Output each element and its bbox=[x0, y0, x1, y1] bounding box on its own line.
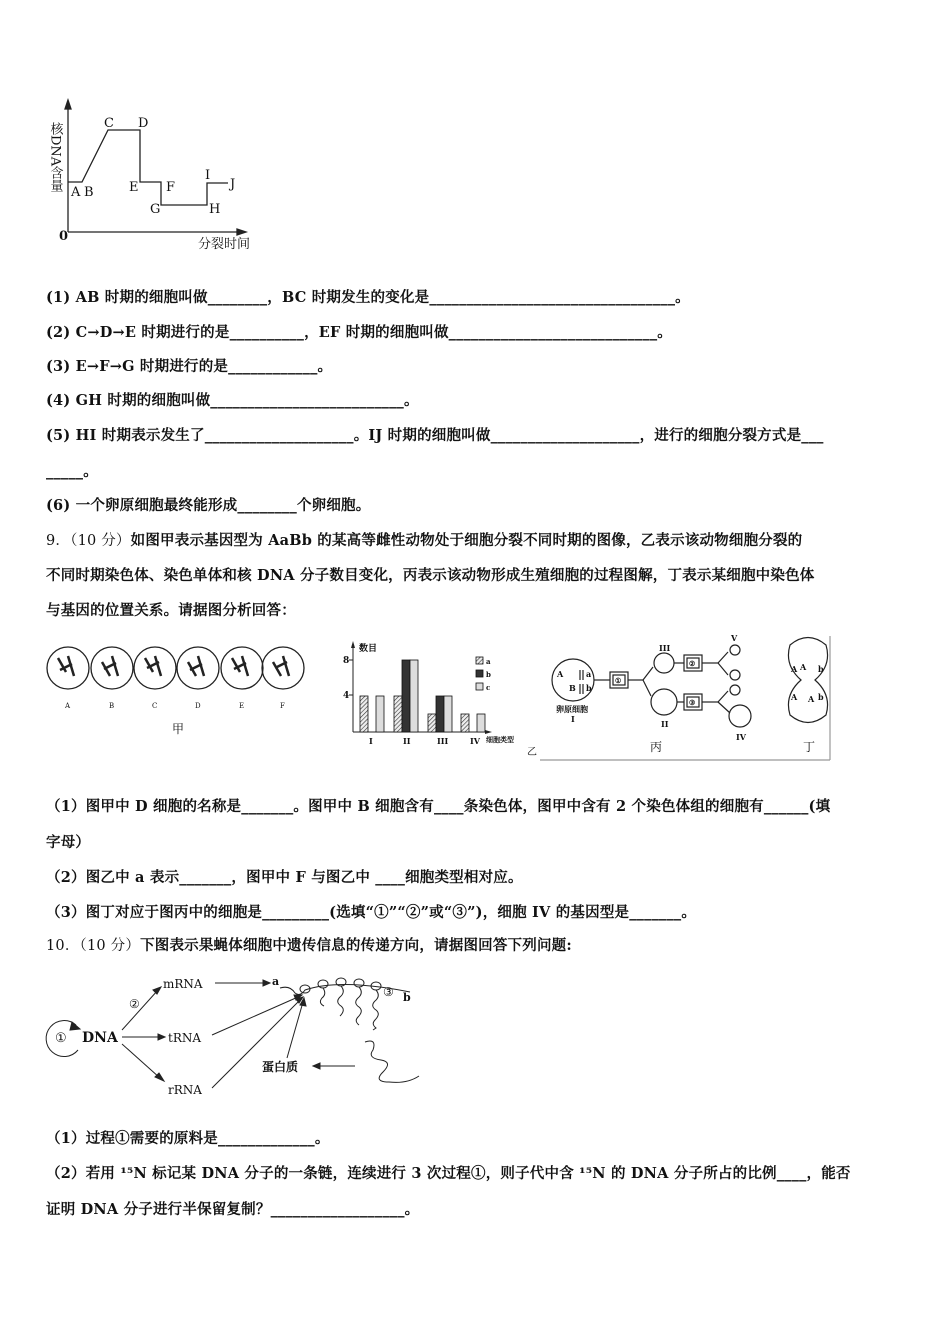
x-tick-label: I bbox=[369, 736, 373, 746]
figure-yi-chart bbox=[343, 641, 514, 746]
q9-number: 9．（10 分） bbox=[46, 533, 131, 549]
y-axis-arrow-icon bbox=[351, 641, 355, 648]
q8-line-5: (5) HI 时期表示发生了____________________。IJ 时期的细胞叫做____________________，进行的细胞分裂方式是___ bbox=[46, 427, 824, 444]
point-label: D bbox=[138, 116, 149, 131]
cell-iv-circle bbox=[729, 705, 751, 727]
process-3-label: ③ bbox=[383, 985, 394, 999]
cell-A-circle bbox=[47, 647, 89, 689]
bar-c-IV bbox=[477, 714, 485, 732]
figure-yi-title: 乙 bbox=[527, 747, 537, 758]
bar-a-I bbox=[360, 696, 368, 732]
legend-label: a bbox=[486, 657, 491, 666]
mrna-label: mRNA bbox=[163, 977, 203, 991]
q8-line-4: (4) GH 时期的细胞叫做__________________________。 bbox=[46, 392, 419, 409]
cell-label: A bbox=[65, 702, 71, 710]
rrna-label: rRNA bbox=[168, 1083, 202, 1097]
protein-label: 蛋白质 bbox=[262, 1060, 299, 1074]
step-label: ③ bbox=[689, 698, 696, 707]
chromosome-mark bbox=[232, 656, 248, 676]
polar-body-circle bbox=[730, 645, 740, 655]
q8-line-2: (2) C→D→E 时期进行的是__________，EF 时期的细胞叫做____________________________。 bbox=[46, 324, 672, 341]
cell-B-circle bbox=[91, 647, 133, 689]
q10-stem-line bbox=[46, 934, 572, 955]
chromosome-mark bbox=[102, 656, 118, 676]
chromosome-mark bbox=[145, 656, 161, 676]
point-label: E bbox=[129, 180, 139, 195]
bar-c-III bbox=[444, 696, 452, 732]
gene-label: b bbox=[586, 683, 592, 693]
gene-label: A bbox=[808, 694, 815, 704]
y-tick-label: 8 bbox=[343, 656, 350, 666]
process-1-label: ① bbox=[55, 1031, 67, 1046]
graph-point-labels bbox=[70, 116, 235, 217]
x-tick-label: III bbox=[437, 736, 449, 746]
q9-question-2: （2）图乙中 a 表示_______，图甲中 F 与图乙中 ____细胞类型相对应。 bbox=[46, 869, 523, 886]
cell-label: D bbox=[195, 702, 201, 710]
cell-label: III bbox=[659, 643, 671, 653]
cell-iii-circle bbox=[654, 653, 674, 673]
chromosome-mark bbox=[273, 656, 289, 676]
q8-line-3: (3) E→F→G 时期进行的是____________。 bbox=[46, 358, 333, 375]
cell-i-circle bbox=[552, 659, 594, 701]
x-tick-label: IV bbox=[470, 736, 480, 746]
q10-question-2: （2）若用 ¹⁵N 标记某 DNA 分子的一条链，连续进行 3 次过程①，则子代中含 ¹⁵N 的 DNA 分子所占的比例____，能否 bbox=[46, 1165, 851, 1182]
step-label: ② bbox=[689, 659, 696, 668]
figure-bing-labels bbox=[556, 633, 824, 742]
cell-ding-outline bbox=[788, 638, 827, 723]
legend-label: b bbox=[486, 670, 491, 679]
gene-label: A bbox=[791, 664, 798, 674]
figure-jia-title: 甲 bbox=[172, 722, 185, 736]
bar-a-IV bbox=[461, 714, 469, 732]
chromosome-mark bbox=[188, 656, 204, 676]
legend-label: c bbox=[486, 683, 491, 692]
gene-label: A bbox=[791, 692, 798, 702]
cell-E-circle bbox=[221, 647, 263, 689]
bar-c-I bbox=[376, 696, 384, 732]
chart-xlabel: 细胞类型 bbox=[486, 735, 514, 744]
bar-c-II bbox=[410, 660, 418, 732]
dna-label: DNA bbox=[82, 1030, 118, 1046]
q10-number: 10．（10 分） bbox=[46, 938, 141, 954]
bar-b-II bbox=[402, 660, 410, 732]
cell-i-caption: 卵原细胞 bbox=[556, 704, 588, 714]
polar-body-circle bbox=[730, 685, 740, 695]
q9-stem-line-1 bbox=[46, 529, 802, 550]
q9-question-1: （1）图甲中 D 细胞的名称是_______。图甲中 B 细胞含有____条染色体，图甲中含有 2 个染色体组的细胞有______(填 bbox=[46, 798, 831, 815]
gene-label: A bbox=[557, 669, 564, 679]
q10-question-2-cont: 证明 DNA 分子进行半保留复制？__________________。 bbox=[46, 1201, 420, 1218]
legend-swatch-a bbox=[476, 657, 483, 664]
point-label: H bbox=[209, 202, 221, 217]
step-label: ① bbox=[615, 676, 622, 685]
cell-label: E bbox=[239, 702, 245, 710]
end-b-label: b bbox=[403, 991, 411, 1004]
legend-swatch-b bbox=[476, 670, 483, 677]
q8-line-7: (6) 一个卵原细胞最终能形成________个卵细胞。 bbox=[46, 497, 371, 514]
figure-bing-title: 丙 bbox=[650, 740, 663, 754]
q8-line-6: _____。 bbox=[46, 463, 98, 480]
polar-body-circle bbox=[730, 670, 740, 680]
q9-question-1-cont: 字母） bbox=[46, 834, 91, 851]
graph-ylabel: 核DNA含量 bbox=[47, 122, 63, 193]
point-label: B bbox=[84, 185, 94, 200]
point-label: J bbox=[230, 177, 236, 192]
cell-D-circle bbox=[177, 647, 219, 689]
gene-label: b bbox=[818, 692, 824, 702]
arrowhead-icon bbox=[70, 1022, 80, 1030]
figure-jia bbox=[47, 647, 304, 710]
q9-stem-line-3: 与基因的位置关系。请据图分析回答： bbox=[46, 602, 296, 619]
process-2-label: ② bbox=[129, 997, 140, 1011]
cell-label: I bbox=[571, 714, 575, 724]
point-label: G bbox=[150, 202, 161, 217]
q9-stem: 如图甲表示基因型为 AaBb 的某高等雌性动物处于细胞分裂不同时期的图像，乙表示该动物细胞分裂的 bbox=[130, 532, 803, 549]
cell-label: IV bbox=[736, 732, 746, 742]
cell-C-circle bbox=[134, 647, 176, 689]
graph-origin: 0 bbox=[59, 229, 69, 244]
x-axis-arrow-icon bbox=[237, 229, 246, 235]
cell-label: F bbox=[280, 702, 285, 710]
gene-label: A bbox=[800, 662, 807, 672]
q9-question-3: （3）图丁对应于图丙中的细胞是_________(选填“①”“②”或“③”)，细胞 IV 的基因型是_______。 bbox=[46, 904, 697, 921]
bar-a-II bbox=[394, 696, 402, 732]
figure-bing bbox=[540, 636, 830, 760]
end-a-label: a bbox=[272, 975, 280, 988]
cell-label: II bbox=[661, 719, 669, 729]
q10-stem: 下图表示果蝇体细胞中遗传信息的传递方向，请据图回答下列问题: bbox=[140, 937, 572, 954]
point-label: F bbox=[166, 180, 176, 195]
figure-ding-title: 丁 bbox=[803, 740, 816, 754]
gene-label: b bbox=[818, 664, 824, 674]
cell-label: V bbox=[731, 633, 738, 643]
point-label: A bbox=[71, 185, 81, 200]
x-axis-arrow-icon bbox=[485, 730, 492, 734]
cell-label: C bbox=[152, 702, 158, 710]
legend-swatch-c bbox=[476, 683, 483, 690]
gene-label: B bbox=[569, 683, 576, 693]
bar-a-III bbox=[428, 714, 436, 732]
point-label: I bbox=[205, 168, 211, 183]
q9-stem-line-2: 不同时期染色体、染色单体和核 DNA 分子数目变化，丙表示该动物形成生殖细胞的过程图解，丁表示某细胞中染色体 bbox=[46, 567, 815, 584]
chart-ylabel: 数目 bbox=[359, 644, 378, 654]
cell-ii-circle bbox=[651, 689, 677, 715]
gene-expression-labels bbox=[55, 975, 411, 1097]
y-axis-arrow-icon bbox=[65, 100, 71, 109]
y-tick-label: 4 bbox=[343, 691, 350, 701]
graph-xlabel: 分裂时间 bbox=[198, 237, 251, 252]
chromosome-mark bbox=[58, 656, 74, 676]
x-tick-label: II bbox=[403, 736, 411, 746]
point-label: C bbox=[104, 116, 114, 131]
bar-b-III bbox=[436, 696, 444, 732]
cell-label: B bbox=[109, 702, 115, 710]
trna-label: tRNA bbox=[168, 1031, 202, 1045]
cell-F-circle bbox=[262, 647, 304, 689]
q10-question-1: （1）过程①需要的原料是_____________。 bbox=[46, 1130, 330, 1147]
gene-label: a bbox=[586, 669, 592, 679]
q8-line-1: (1) AB 时期的细胞叫做________，BC 时期发生的变化是_________________________________。 bbox=[46, 289, 690, 306]
